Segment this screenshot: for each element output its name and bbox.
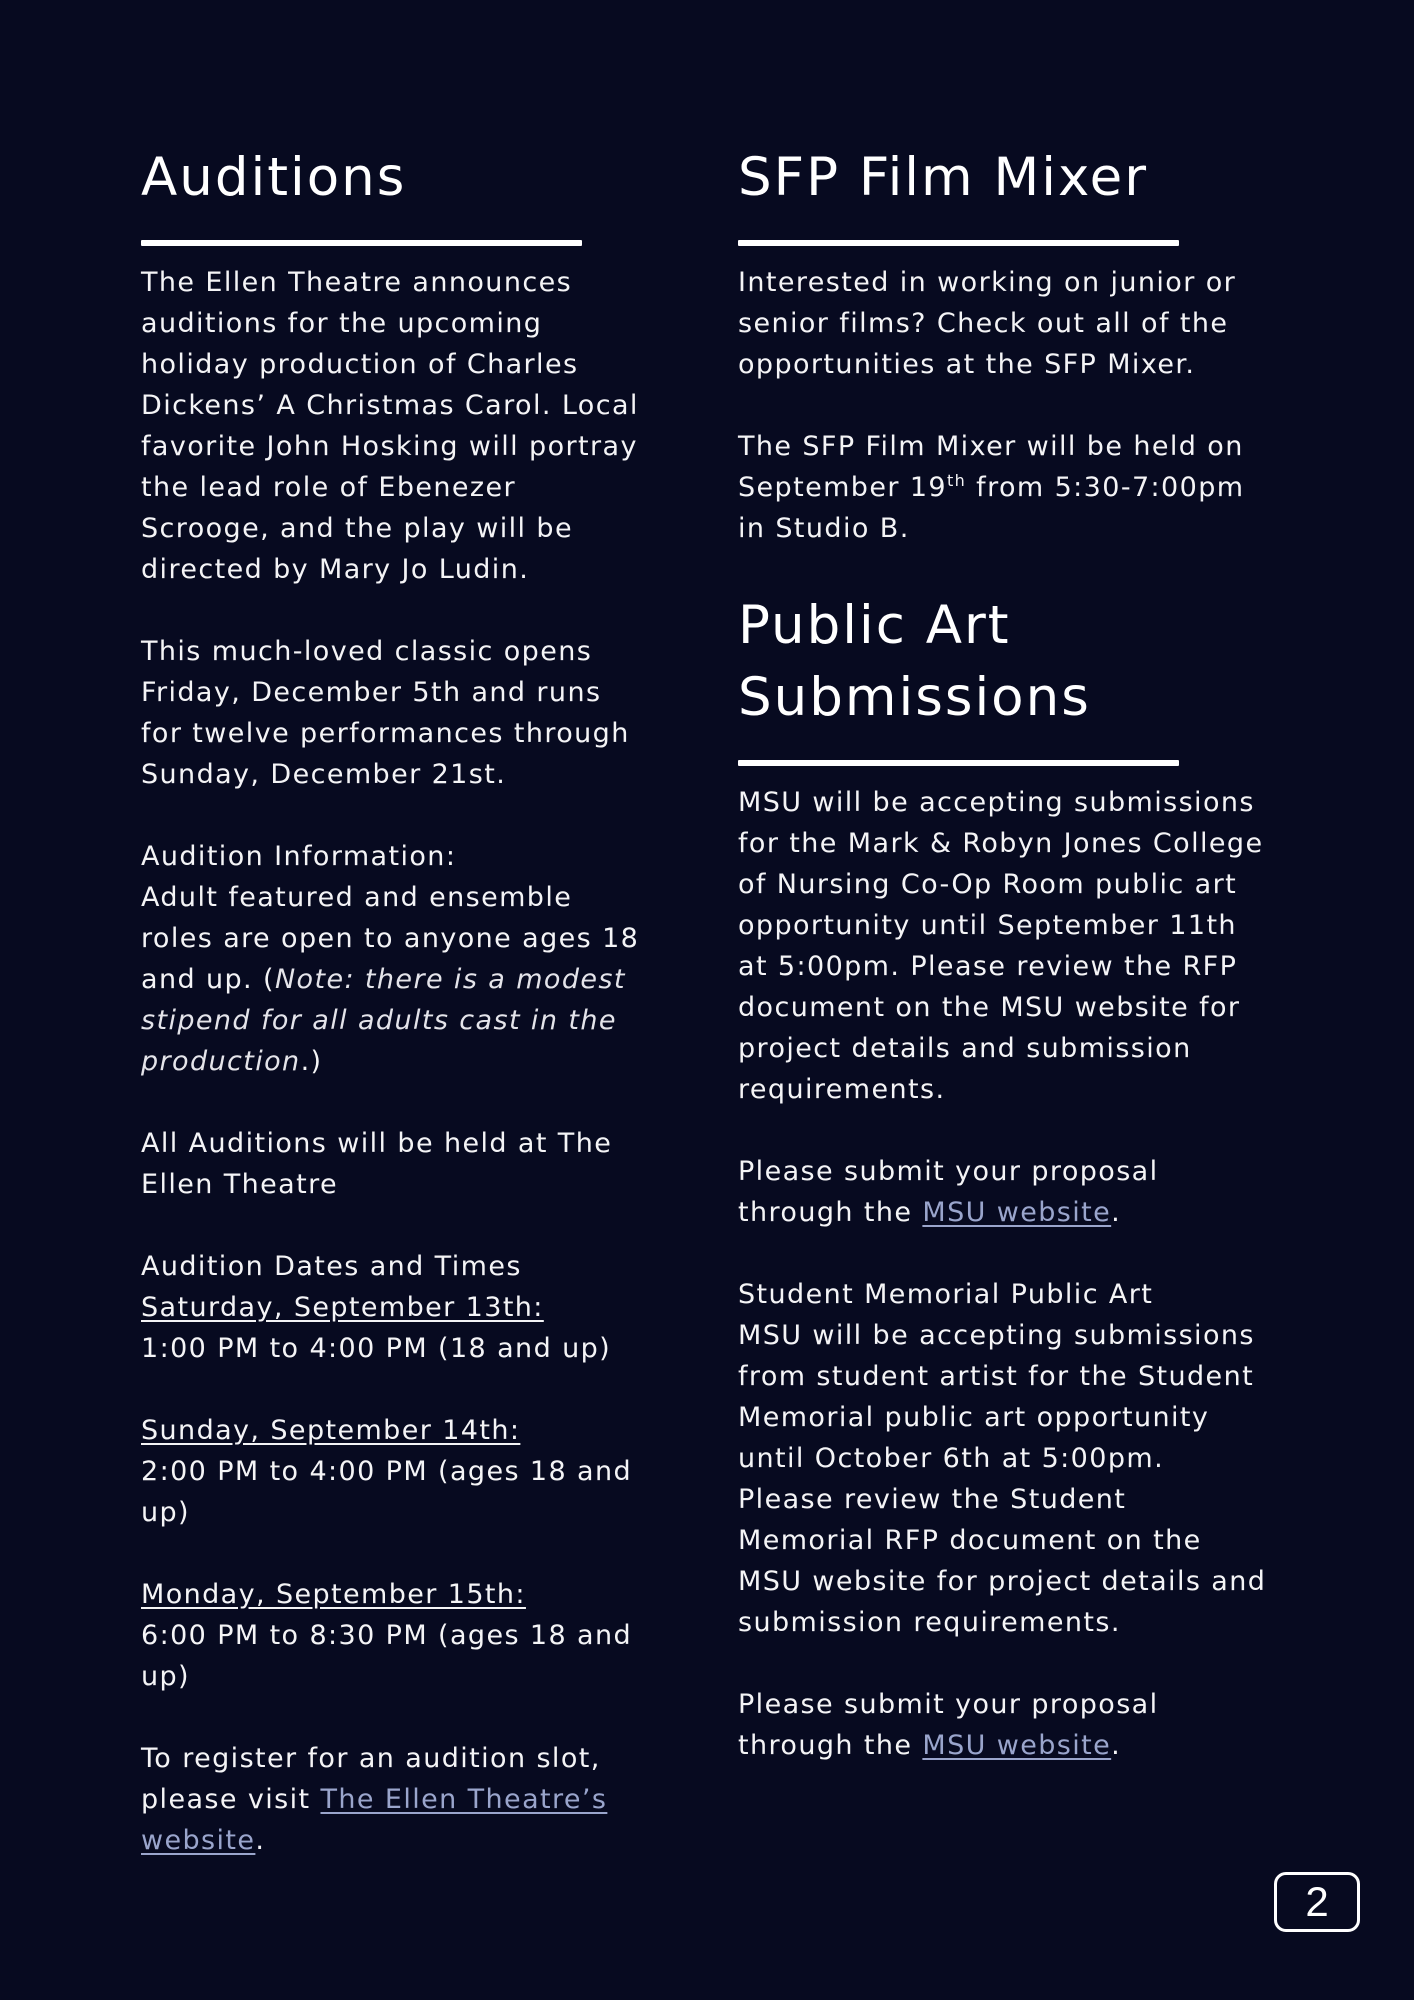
auditions-column [141, 142, 641, 1902]
msu-website-link-2[interactable]: MSU website [922, 1730, 1112, 1761]
auditions-divider [141, 240, 582, 246]
submit-text: Please submit your proposal through the [738, 1156, 1159, 1228]
public-art-divider [738, 760, 1179, 766]
audition-time-2: 2:00 PM to 4:00 PM (ages 18 and up) [141, 1456, 633, 1528]
mixer-title: SFP Film Mixer [738, 147, 1149, 208]
stipend-note: Note: there is a modest stipend for all adults cast in the production [141, 964, 626, 1077]
auditions-intro: The Ellen Theatre announces auditions for the upcoming holiday production of Charles Dickens’ A Christmas Carol. Local favorite John Hosking will portray the lead role of Ebenezer Scrooge, and the play will be directed by Mary Jo Ludin. [141, 267, 639, 585]
submit2-text: Please submit your proposal through the [738, 1689, 1159, 1761]
public-art-submit [738, 1151, 1268, 1233]
audition-dates-heading: Audition Dates and Times [141, 1251, 522, 1282]
audition-day-3: Monday, September 15th: [141, 1579, 526, 1610]
public-art-title: Public Art Submissions [738, 595, 1091, 728]
page-number: 2 [1274, 1872, 1360, 1932]
memorial-text: MSU will be accepting submissions from student artist for the Student Memorial public art opportunity until October 6th at 5:00pm. Please review the Student Memorial RFP document on the MSU website for project details and submission requirements. [738, 1320, 1267, 1638]
mixer-details-post: from 5:30-7:00pm in Studio B. [738, 472, 1245, 544]
mixer-details-sup: th [946, 471, 967, 490]
mixer-divider [738, 240, 1179, 246]
audition-register [141, 1738, 641, 1861]
audition-location: All Auditions will be held at The Ellen Theatre [141, 1128, 613, 1200]
audition-dates-block [141, 1246, 641, 1369]
audition-date-3-block [141, 1574, 641, 1697]
public-art-text: MSU will be accepting submissions for the Mark & Robyn Jones College of Nursing Co-Op Room public art opportunity until September 11th at 5:00pm. Please review the RFP document on the MSU website for project details and submission requirements. [738, 787, 1264, 1105]
mixer-intro: Interested in working on junior or senior films? Check out all of the opportunities at the SFP Mixer. [738, 267, 1237, 380]
audition-info-heading: Audition Information: [141, 841, 457, 872]
audition-info-close: .) [300, 1046, 323, 1077]
submit2-end: . [1111, 1730, 1122, 1761]
audition-time-3: 6:00 PM to 8:30 PM (ages 18 and up) [141, 1620, 633, 1692]
mixer-details [738, 426, 1268, 549]
memorial-heading: Student Memorial Public Art [738, 1279, 1154, 1310]
msu-website-link[interactable]: MSU website [922, 1197, 1112, 1228]
audition-info-text: Adult featured and ensemble roles are open to anyone ages 18 and up. ( [141, 882, 640, 995]
audition-date-2-block [141, 1410, 641, 1533]
audition-information [141, 836, 641, 1082]
audition-day-2: Sunday, September 14th: [141, 1415, 521, 1446]
audition-time-1: 1:00 PM to 4:00 PM (18 and up) [141, 1333, 612, 1364]
mixer-details-pre: The SFP Film Mixer will be held on September 19 [738, 431, 1244, 503]
register-text: To register for an audition slot, please visit [141, 1743, 601, 1815]
register-end: . [255, 1825, 266, 1856]
auditions-run: This much-loved classic opens Friday, December 5th and runs for twelve performances through Sunday, December 21st. [141, 636, 630, 790]
ellen-theatre-website-link[interactable]: The Ellen Theatre’s website [141, 1784, 608, 1856]
auditions-title: Auditions [141, 147, 407, 208]
audition-day-1: Saturday, September 13th: [141, 1292, 544, 1323]
submit-end: . [1111, 1197, 1122, 1228]
memorial-submit [738, 1684, 1268, 1766]
right-column [738, 142, 1268, 1807]
memorial-block [738, 1274, 1268, 1643]
